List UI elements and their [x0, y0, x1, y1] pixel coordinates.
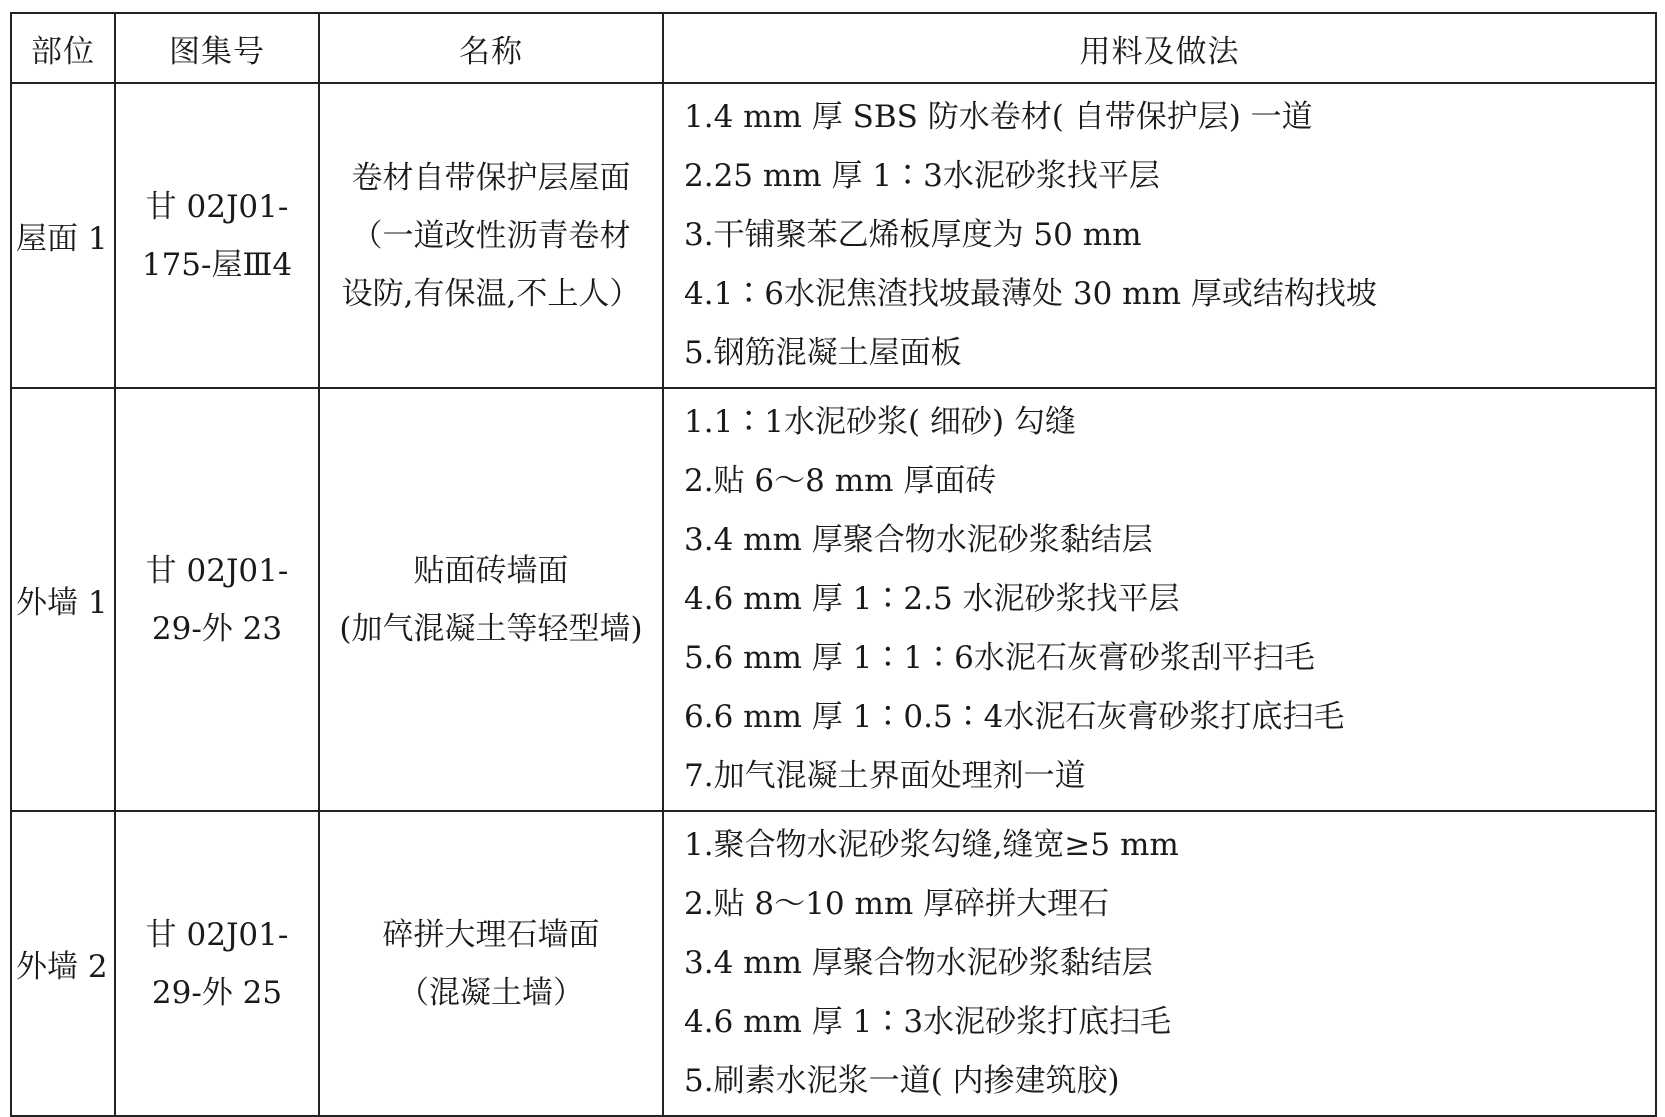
step-item: 1.1∶1水泥砂浆( 细砂) 勾缝 [684, 404, 1076, 440]
step-item: 3.4 mm 厚聚合物水泥砂浆黏结层 [684, 945, 1153, 981]
cell-steps [663, 83, 1656, 388]
step-item: 6.6 mm 厚 1∶0.5∶4水泥石灰膏砂浆打底扫毛 [684, 699, 1345, 735]
step-item: 2.贴 8～10 mm 厚碎拼大理石 [684, 886, 1110, 922]
cell-part: 屋面 1 [11, 83, 115, 388]
table-row [11, 811, 1656, 1116]
cell-name [319, 811, 663, 1116]
cell-code [115, 811, 319, 1116]
step-item: 4.6 mm 厚 1∶3水泥砂浆打底扫毛 [684, 1004, 1172, 1040]
name-line: 设防,有保温,不上人） [341, 275, 641, 312]
cell-code [115, 388, 319, 811]
step-item: 1.4 mm 厚 SBS 防水卷材( 自带保护层) 一道 [684, 99, 1313, 135]
code-line: 29-外 25 [151, 974, 283, 1011]
step-item: 2.25 mm 厚 1∶3水泥砂浆找平层 [684, 158, 1160, 194]
header-materials: 用料及做法 [663, 13, 1656, 83]
code-line: 甘 02J01- [145, 188, 289, 225]
name-line: （一道改性沥青卷材 [351, 217, 631, 254]
code-line: 29-外 23 [151, 610, 283, 647]
cell-name [319, 83, 663, 388]
table-row [11, 388, 1656, 811]
cell-steps [663, 811, 1656, 1116]
step-item: 4.6 mm 厚 1∶2.5 水泥砂浆找平层 [684, 581, 1180, 617]
step-item: 7.加气混凝土界面处理剂一道 [684, 758, 1086, 794]
table-row [11, 83, 1656, 388]
table-header-row [11, 13, 1656, 83]
step-item: 4.1∶6水泥焦渣找坡最薄处 30 mm 厚或结构找坡 [684, 276, 1377, 312]
cell-steps [663, 388, 1656, 811]
step-item: 1.聚合物水泥砂浆勾缝,缝宽≥5 mm [684, 827, 1179, 863]
cell-code [115, 83, 319, 388]
cell-part: 外墙 1 [11, 388, 115, 811]
name-line: 卷材自带保护层屋面 [351, 159, 631, 196]
cell-name [319, 388, 663, 811]
step-item: 3.干铺聚苯乙烯板厚度为 50 mm [684, 217, 1142, 253]
cell-part: 外墙 2 [11, 811, 115, 1116]
code-line: 甘 02J01- [145, 552, 289, 589]
header-part: 部位 [11, 13, 115, 83]
step-item: 2.贴 6～8 mm 厚面砖 [684, 463, 997, 499]
step-item: 5.刷素水泥浆一道( 内掺建筑胶) [684, 1063, 1120, 1099]
header-name: 名称 [319, 13, 663, 83]
step-item: 3.4 mm 厚聚合物水泥砂浆黏结层 [684, 522, 1153, 558]
step-item: 5.6 mm 厚 1∶1∶6水泥石灰膏砂浆刮平扫毛 [684, 640, 1315, 676]
name-line: 碎拼大理石墙面 [382, 916, 600, 953]
code-line: 甘 02J01- [145, 916, 289, 953]
name-line: （混凝土墙） [398, 974, 584, 1011]
materials-table [10, 12, 1657, 1117]
step-item: 5.钢筋混凝土屋面板 [684, 335, 962, 371]
name-line: 贴面砖墙面 [413, 552, 569, 589]
name-line: (加气混凝土等轻型墙) [339, 610, 643, 647]
materials-table-container [10, 12, 1655, 1117]
code-line: 175-屋Ⅲ4 [141, 246, 293, 283]
header-code: 图集号 [115, 13, 319, 83]
